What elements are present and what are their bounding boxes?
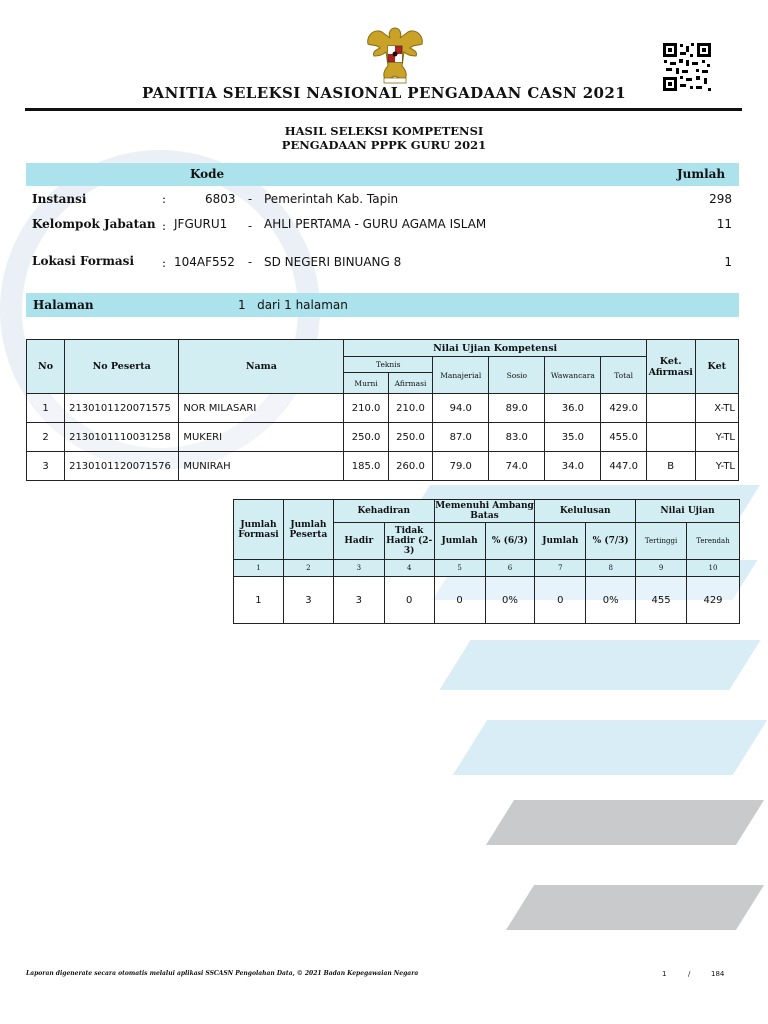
- col-index: 5: [434, 560, 485, 577]
- halaman-label: Halaman: [33, 298, 94, 312]
- summary-cell: 429: [687, 577, 740, 624]
- col-pct-7-3: % (7/3): [586, 523, 636, 560]
- col-index: 6: [485, 560, 535, 577]
- col-no-peserta: No Peserta: [65, 340, 179, 394]
- instansi-count: 298: [709, 192, 732, 206]
- col-kelulusan: Kelulusan: [535, 500, 636, 523]
- halaman-band: [26, 293, 739, 317]
- summary-cell: 0: [384, 577, 434, 624]
- col-index: 8: [586, 560, 636, 577]
- col-nama: Nama: [179, 340, 344, 394]
- watermark-stripe: [453, 720, 767, 775]
- cell-total: 429.0: [601, 394, 646, 423]
- col-index: 7: [535, 560, 586, 577]
- cell-wawancara: 36.0: [545, 394, 601, 423]
- report-title: HASIL SELEKSI KOMPETENSI: [284, 124, 484, 138]
- col-hadir: Hadir: [333, 523, 384, 560]
- col-jumlah-peserta: Jumlah Peserta: [283, 500, 333, 560]
- cell-murni: 250.0: [344, 423, 388, 452]
- cell-ket-afirmasi: [646, 394, 695, 423]
- cell-ket: Y-TL: [695, 452, 738, 481]
- cell-no: 1: [27, 394, 65, 423]
- jabatan-code: JFGURU1: [174, 217, 228, 231]
- cell-no: 3: [27, 452, 65, 481]
- instansi-name: Pemerintah Kab. Tapin: [264, 192, 399, 206]
- summary-cell: 0%: [485, 577, 535, 624]
- col-jumlah-ambang: Jumlah: [434, 523, 485, 560]
- footer-note: Laporan digenerate secara otomatis melalui aplikasi SSCASN Pengolahan Data, © 2021 Badan Kepegawaian Negara: [26, 970, 419, 977]
- header-divider: [25, 108, 742, 111]
- col-pct-6-3: % (6/3): [485, 523, 535, 560]
- lokasi-name: SD NEGERI BINUANG 8: [264, 255, 402, 269]
- col-nilai-ujian: Nilai Ujian Kompetensi: [344, 340, 647, 357]
- cell-peserta: 2130101120071576: [65, 452, 179, 481]
- cell-sosio: 89.0: [489, 394, 545, 423]
- cell-total: 455.0: [601, 423, 646, 452]
- cell-ket: Y-TL: [695, 423, 738, 452]
- col-ket: Ket: [695, 340, 738, 394]
- col-sosio: Sosio: [489, 357, 545, 394]
- summary-cell: 0: [535, 577, 586, 624]
- summary-row: [234, 577, 740, 624]
- cell-nama: MUKERI: [179, 423, 344, 452]
- summary-cell: 0%: [586, 577, 636, 624]
- col-index: 2: [283, 560, 333, 577]
- col-index: 4: [384, 560, 434, 577]
- jumlah-label: Jumlah: [677, 167, 726, 181]
- col-wawancara: Wawancara: [545, 357, 601, 394]
- cell-ket-afirmasi: [646, 423, 695, 452]
- col-terendah: Terendah: [687, 523, 740, 560]
- summary-cell: 455: [636, 577, 687, 624]
- watermark-stripe: [439, 640, 760, 690]
- cell-murni: 210.0: [344, 394, 388, 423]
- garuda-emblem-icon: [362, 22, 428, 86]
- jabatan-name: AHLI PERTAMA - GURU AGAMA ISLAM: [264, 217, 487, 231]
- lokasi-label: Lokasi Formasi: [32, 254, 134, 268]
- col-jumlah-formasi: Jumlah Formasi: [234, 500, 284, 560]
- kode-label: Kode: [190, 167, 225, 181]
- table-row: [27, 423, 739, 452]
- cell-ket-afirmasi: B: [646, 452, 695, 481]
- table-row: [27, 452, 739, 481]
- cell-wawancara: 35.0: [545, 423, 601, 452]
- col-nilai-ujian: Nilai Ujian: [636, 500, 740, 523]
- summary-cell: 3: [333, 577, 384, 624]
- cell-manajerial: 79.0: [433, 452, 489, 481]
- col-no: No: [27, 340, 65, 394]
- watermark-stripe: [506, 885, 764, 930]
- cell-nama: NOR MILASARI: [179, 394, 344, 423]
- cell-afirmasi: 210.0: [388, 394, 432, 423]
- cell-afirmasi: 250.0: [388, 423, 432, 452]
- report-subtitle: PENGADAAN PPPK GURU 2021: [281, 138, 487, 152]
- col-teknis: Teknis: [344, 357, 433, 373]
- page-total: 184: [711, 970, 725, 978]
- lokasi-colon: :: [162, 256, 167, 270]
- instansi-colon: :: [162, 192, 167, 206]
- col-ket-afirmasi: Ket. Afirmasi: [646, 340, 695, 394]
- cell-sosio: 83.0: [489, 423, 545, 452]
- watermark-stripe: [486, 800, 764, 845]
- col-index: 9: [636, 560, 687, 577]
- lokasi-code: 104AF552: [174, 255, 235, 269]
- col-murni: Murni: [344, 373, 388, 394]
- col-index: 1: [234, 560, 284, 577]
- cell-peserta: 2130101110031258: [65, 423, 179, 452]
- cell-wawancara: 34.0: [545, 452, 601, 481]
- page-separator: /: [688, 970, 691, 978]
- cell-murni: 185.0: [344, 452, 388, 481]
- cell-peserta: 2130101120071575: [65, 394, 179, 423]
- cell-manajerial: 87.0: [433, 423, 489, 452]
- cell-afirmasi: 260.0: [388, 452, 432, 481]
- page-number: 1: [662, 970, 667, 978]
- participant-table: [26, 339, 739, 481]
- instansi-dash: -: [248, 192, 253, 206]
- col-manajerial: Manajerial: [433, 357, 489, 394]
- col-total: Total: [601, 357, 646, 394]
- cell-manajerial: 94.0: [433, 394, 489, 423]
- lokasi-count: 1: [724, 255, 732, 269]
- jabatan-dash: -: [248, 219, 253, 233]
- summary-cell: 0: [434, 577, 485, 624]
- col-index: 3: [333, 560, 384, 577]
- jabatan-colon: :: [162, 219, 167, 233]
- cell-total: 447.0: [601, 452, 646, 481]
- kode-header-band: [26, 163, 739, 186]
- summary-cell: 1: [234, 577, 284, 624]
- cell-sosio: 74.0: [489, 452, 545, 481]
- instansi-label: Instansi: [32, 192, 87, 206]
- cell-nama: MUNIRAH: [179, 452, 344, 481]
- col-jumlah-lulus: Jumlah: [535, 523, 586, 560]
- col-afirmasi: Afirmasi: [388, 373, 432, 394]
- page-title: PANITIA SELEKSI NASIONAL PENGADAAN CASN 2021: [141, 84, 627, 102]
- col-kehadiran: Kehadiran: [333, 500, 434, 523]
- cell-ket: X-TL: [695, 394, 738, 423]
- summary-table: [233, 499, 740, 624]
- col-ambang-batas: Memenuhi Ambang Batas: [435, 501, 534, 521]
- col-tidak-hadir: Tidak Hadir (2-3): [384, 523, 434, 560]
- jabatan-label: Kelompok Jabatan: [32, 217, 156, 231]
- lokasi-dash: -: [248, 255, 253, 269]
- table-row: [27, 394, 739, 423]
- col-tertinggi: Tertinggi: [636, 523, 687, 560]
- instansi-code: 6803: [205, 192, 236, 206]
- jabatan-count: 11: [716, 217, 732, 231]
- summary-cell: 3: [283, 577, 333, 624]
- halaman-value: 1 dari 1 halaman: [238, 298, 348, 312]
- col-index: 10: [687, 560, 740, 577]
- cell-no: 2: [27, 423, 65, 452]
